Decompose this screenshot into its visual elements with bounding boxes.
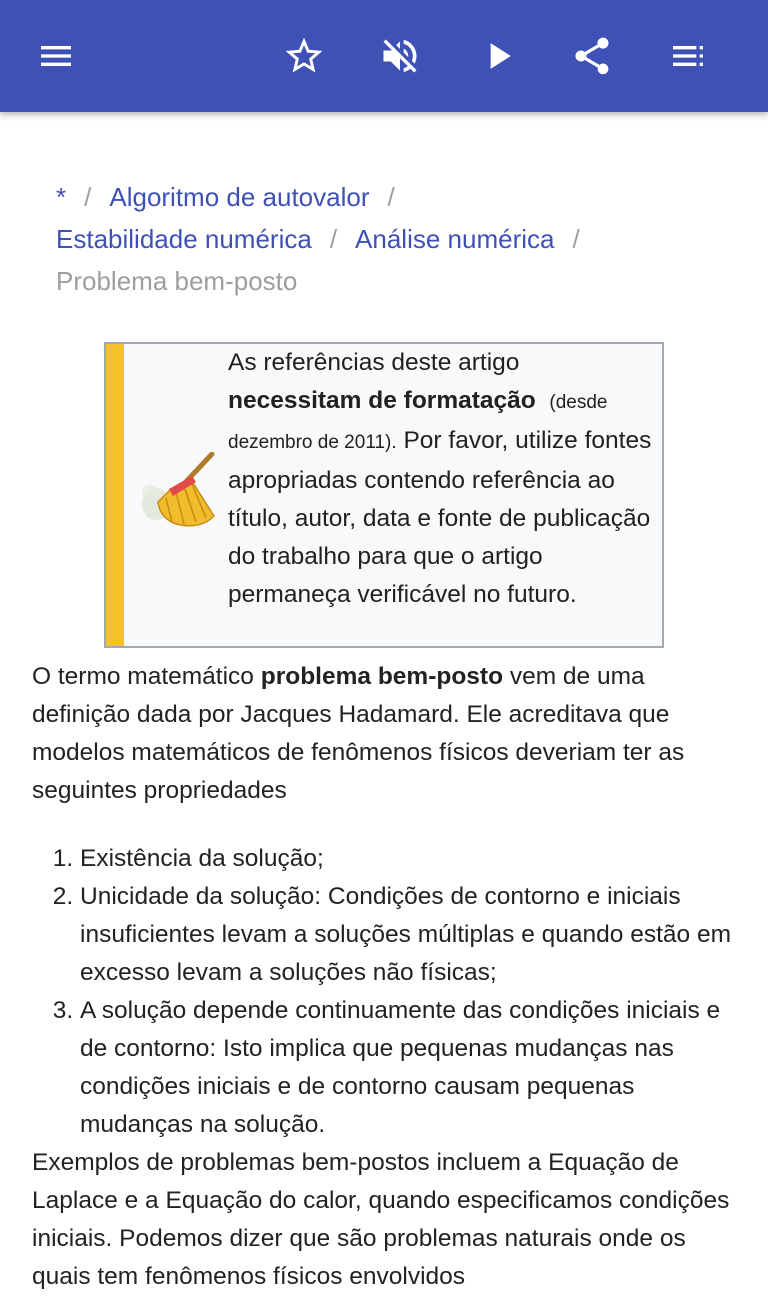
list-item: 3. A solução depende continuamente das condições iniciais e de contorno: Isto implica que pequenas mudanças nas condições iniciais e de contorno causam pequenas mudanças na solução. [80, 992, 744, 1144]
breadcrumb-separator: / [572, 224, 580, 254]
intro-text: O termo matemático [32, 663, 261, 690]
share-icon [570, 34, 614, 78]
intro-text: vem de uma definição dada por Jacques Hadamard. Ele acreditava que modelos matemáticos de fenômenos físicos deveriam ter as seguintes propriedades [32, 663, 685, 804]
examples-paragraph: Exemplos de problemas bem-postos incluem a Equação de Laplace e a Equação do calor, quando especificamos condições iniciais. Podemos dizer que são problemas naturais onde os quais tem fenômenos físicos envolvidos [32, 1149, 730, 1290]
intro-paragraph [32, 658, 744, 810]
broom-icon [138, 452, 218, 536]
menu-button[interactable] [28, 28, 84, 84]
article-body [32, 658, 744, 1296]
favorite-button[interactable] [276, 28, 332, 84]
list-item: 2. Unicidade da solução: Condições de contorno e iniciais insuficientes levam a soluções múltiplas e quando estão em excesso levam a soluções não físicas; [80, 878, 744, 992]
notice-rest: Por favor, utilize fontes apropriadas contendo referência ao título, autor, data e fonte de publicação do trabalho para que o artigo permaneça verificável no futuro. [228, 427, 652, 608]
breadcrumb [56, 176, 736, 302]
play-button[interactable] [470, 28, 526, 84]
notice-text [228, 344, 658, 614]
breadcrumb-link-root[interactable]: * [56, 182, 67, 212]
breadcrumb-separator: / [387, 182, 395, 212]
volume-off-icon [378, 34, 422, 78]
notice-bold-text: necessitam de formatação [228, 387, 536, 414]
intro-bold-term: problema bem-posto [260, 663, 504, 690]
list-icon [668, 36, 708, 76]
menu-icon [36, 36, 76, 76]
breadcrumb-separator: / [329, 224, 338, 254]
notice-date: (desde dezembro de 2011). [228, 392, 608, 453]
breadcrumb-link-analise[interactable]: Análise numérica [355, 224, 555, 254]
maintenance-notice [104, 342, 664, 648]
star-icon [282, 34, 326, 78]
play-icon [476, 34, 520, 78]
notice-stripe [106, 344, 124, 646]
list-item: 1. Existência da solução; [80, 840, 744, 878]
share-button[interactable] [564, 28, 620, 84]
breadcrumb-current: Problema bem-posto [56, 266, 298, 296]
table-of-contents-button[interactable] [660, 28, 716, 84]
mute-button[interactable] [372, 28, 428, 84]
properties-list [32, 840, 744, 1144]
notice-line1: As referências deste artigo [228, 349, 520, 376]
breadcrumb-link-algoritmo[interactable]: Algoritmo de autovalor [109, 182, 370, 212]
breadcrumb-link-estabilidade[interactable]: Estabilidade numérica [56, 224, 312, 254]
breadcrumb-separator: / [84, 182, 92, 212]
app-toolbar [0, 0, 768, 112]
